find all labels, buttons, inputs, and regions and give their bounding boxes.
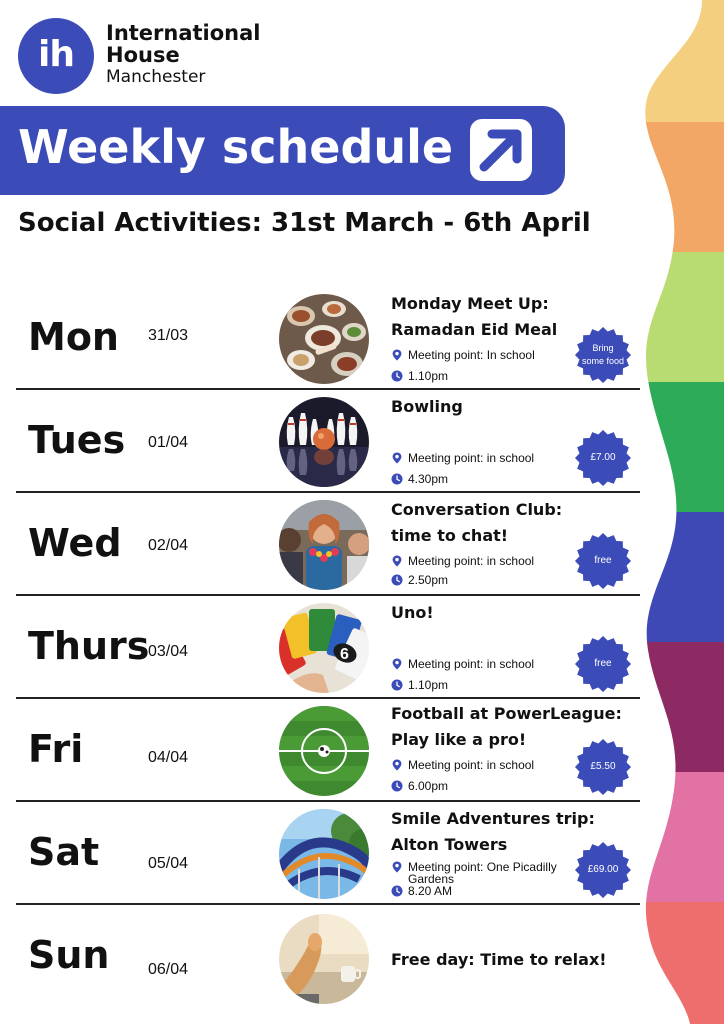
logo-text: ih: [38, 34, 74, 75]
relax-photo: [279, 914, 369, 1004]
event-title: Bowling: [391, 397, 463, 416]
price-badge-text: free: [594, 555, 612, 566]
price-badge: [575, 533, 631, 589]
price-badge: [575, 430, 631, 486]
price-badge: [575, 327, 631, 383]
decorative-color-wave: [644, 0, 724, 1024]
event-time: [391, 573, 448, 587]
brand-line-2: House: [106, 43, 180, 67]
meeting-point: [391, 554, 534, 568]
price-badge-text: £7.00: [590, 452, 616, 463]
date-label: 03/04: [148, 643, 189, 660]
schedule-row-tues: [0, 390, 640, 493]
day-label: Mon: [28, 315, 119, 359]
schedule-row-sun: [0, 905, 640, 1008]
meeting-point: [391, 348, 535, 362]
brand-name: [106, 22, 261, 88]
price-badge-text: free: [594, 658, 612, 669]
meeting-point-text: Meeting point: in school: [408, 657, 535, 671]
meeting-point-text: Meeting point: in school: [408, 758, 535, 772]
meeting-point: [391, 657, 534, 671]
event-time-text: 2.50pm: [408, 573, 449, 587]
event-time: [391, 472, 448, 486]
date-label: 02/04: [148, 537, 189, 554]
event-time-text: 1.10pm: [408, 678, 449, 692]
day-label: Sun: [28, 933, 110, 977]
price-badge: [575, 739, 631, 795]
football-pitch-photo: [279, 706, 369, 796]
ih-logo: [18, 18, 94, 94]
meeting-point-text: Meeting point: In school: [408, 348, 535, 362]
event-time-text: 8.20 AM: [408, 884, 453, 898]
event-time: [391, 369, 448, 383]
price-badge-text: £69.00: [587, 864, 619, 875]
meeting-point-text: Meeting point: One Picadilly Gardens: [408, 860, 557, 886]
day-label: Fri: [28, 727, 84, 771]
bowling-photo: [279, 397, 369, 487]
location-pin-icon: [391, 555, 403, 567]
event-title: Uno!: [391, 603, 434, 622]
event-time: [391, 779, 448, 793]
schedule-subtitle: Social Activities: 31st March - 6th April: [18, 208, 591, 238]
clock-icon: [391, 679, 403, 691]
page-title: Weekly schedule: [18, 120, 454, 174]
schedule-row-mon: [0, 287, 640, 390]
day-label: Tues: [28, 418, 126, 462]
uno-cards-photo: [279, 603, 369, 693]
price-badge-text: £5.50: [590, 761, 616, 772]
event-time: [391, 678, 448, 692]
brand-line-3: Manchester: [106, 67, 206, 87]
day-label: Thurs: [28, 624, 150, 668]
price-badge: [575, 842, 631, 898]
food-photo: [279, 294, 369, 384]
event-title: Monday Meet Up:: [391, 294, 549, 313]
meeting-point-text: Meeting point: in school: [408, 451, 535, 465]
price-badge-text: Bring some food: [581, 343, 625, 366]
date-label: 05/04: [148, 855, 189, 872]
meeting-point: [391, 451, 534, 465]
clock-icon: [391, 473, 403, 485]
clock-icon: [391, 370, 403, 382]
location-pin-icon: [391, 759, 403, 771]
date-label: 06/04: [148, 961, 189, 978]
day-label: Sat: [28, 830, 100, 874]
event-subtitle: Play like a pro!: [391, 730, 527, 749]
title-banner: [0, 106, 565, 195]
event-subtitle: Ramadan Eid Meal: [391, 320, 558, 339]
meeting-point: [391, 861, 560, 885]
schedule-row-fri: [0, 699, 640, 802]
svg-text:6: 6: [340, 646, 349, 663]
location-pin-icon: [391, 861, 403, 873]
event-time-text: 4.30pm: [408, 472, 449, 486]
date-label: 01/04: [148, 434, 189, 451]
date-label: 04/04: [148, 749, 189, 766]
event-title: Smile Adventures trip:: [391, 809, 595, 828]
event-subtitle: time to chat!: [391, 526, 509, 545]
event-time-text: 1.10pm: [408, 369, 449, 383]
location-pin-icon: [391, 658, 403, 670]
event-title: Conversation Club:: [391, 500, 563, 519]
meeting-point: [391, 758, 534, 772]
event-time: [391, 884, 452, 898]
date-label: 31/03: [148, 327, 189, 344]
price-badge: [575, 636, 631, 692]
event-time-text: 6.00pm: [408, 779, 449, 793]
rollercoaster-photo: [279, 809, 369, 899]
clock-icon: [391, 885, 403, 897]
location-pin-icon: [391, 349, 403, 361]
meeting-point-text: Meeting point: in school: [408, 554, 535, 568]
clock-icon: [391, 780, 403, 792]
conversation-photo: [279, 500, 369, 590]
day-label: Wed: [28, 521, 122, 565]
location-pin-icon: [391, 452, 403, 464]
event-title: Football at PowerLeague:: [391, 704, 622, 723]
event-subtitle: Alton Towers: [391, 835, 508, 854]
event-title: Free day: Time to relax!: [391, 950, 607, 969]
clock-icon: [391, 574, 403, 586]
brand-line-1: International: [106, 21, 261, 45]
schedule-row-thurs: [0, 596, 640, 699]
schedule-row-wed: [0, 493, 640, 596]
arrow-up-right-icon: [470, 119, 532, 181]
schedule-row-sat: [0, 802, 640, 905]
